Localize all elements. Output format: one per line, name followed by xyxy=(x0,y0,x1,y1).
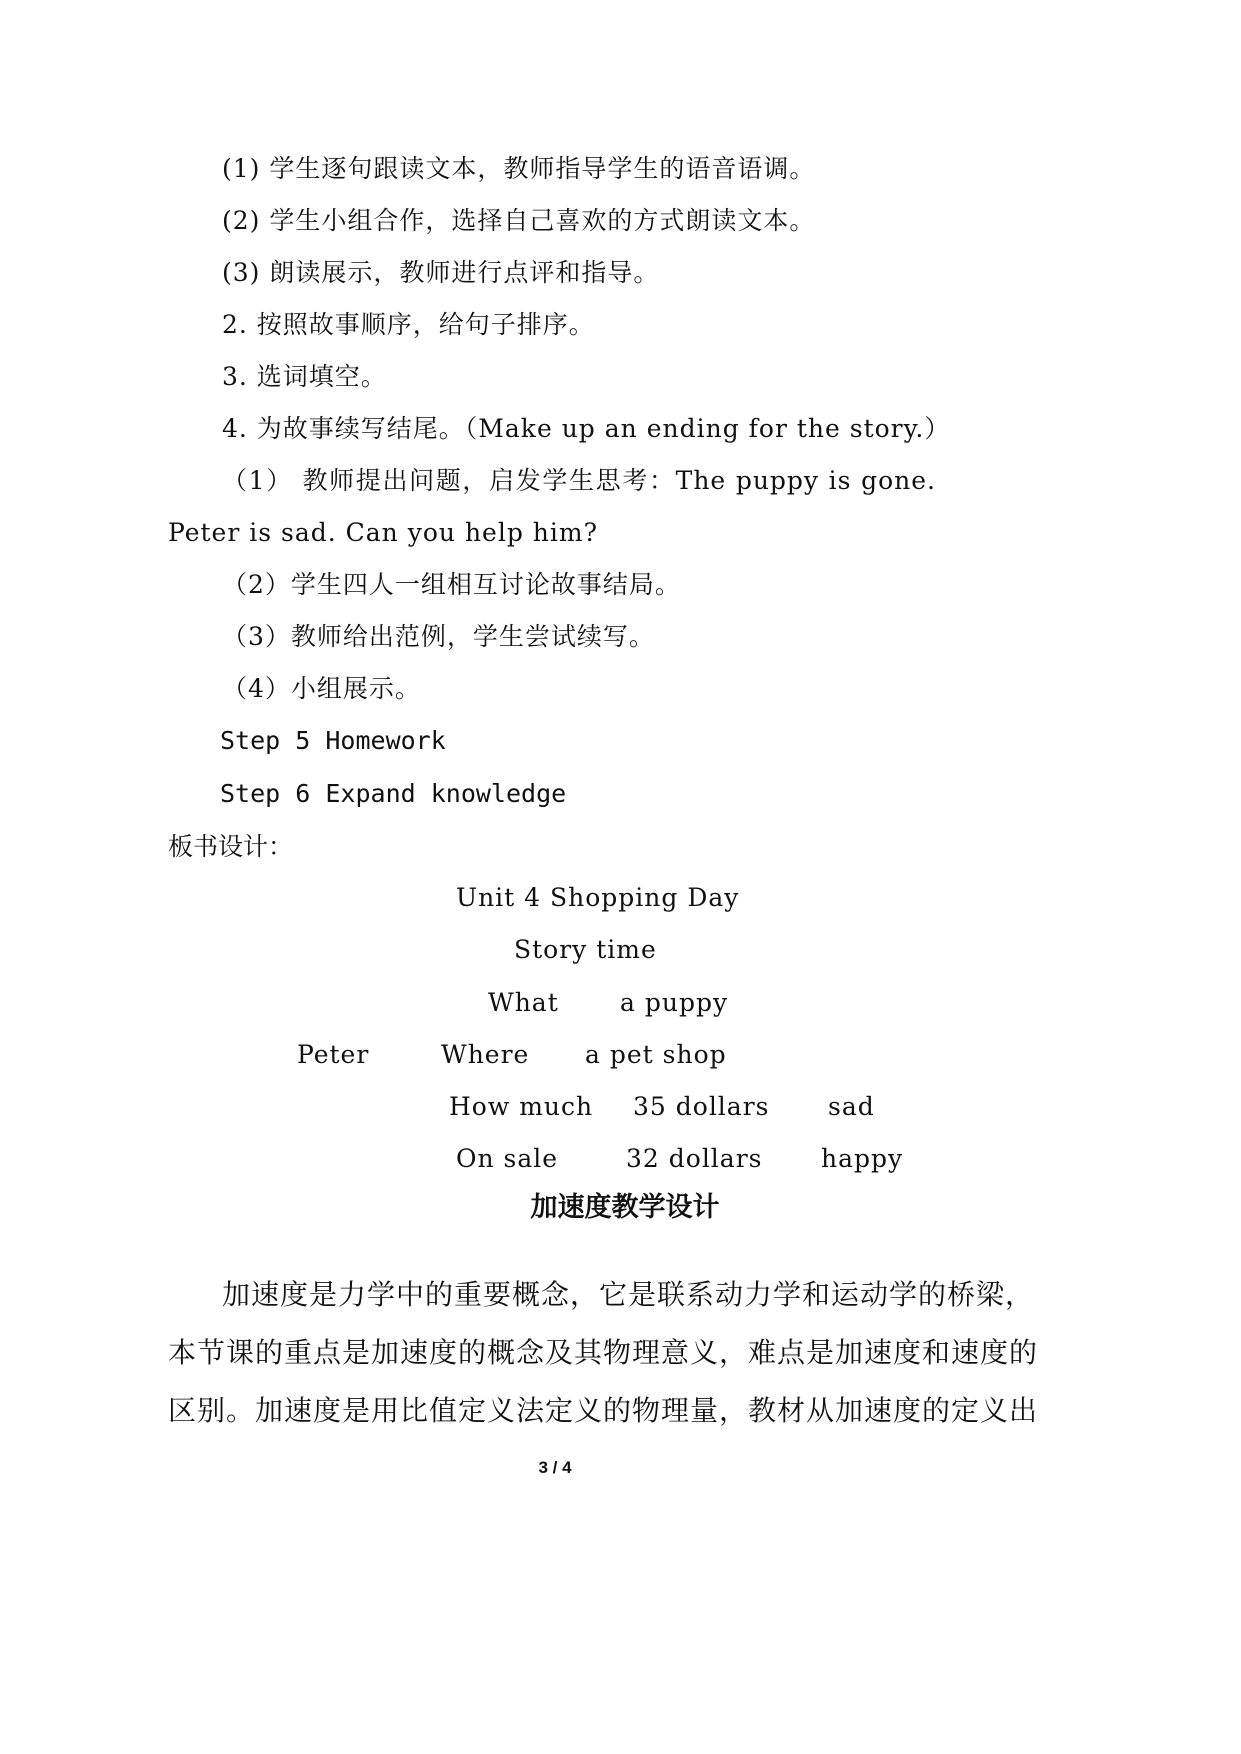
step-5-homework: Step 5 Homework xyxy=(220,726,446,755)
board-mood: sad xyxy=(828,1092,875,1121)
step-4-4: 4. 为故事续写结尾。（Make up an ending for the story.） xyxy=(222,414,951,443)
article-paragraph-line: 本节课的重点是加速度的概念及其物理意义，难点是加速度和速度的 xyxy=(168,1336,1039,1369)
step-4-1-3: (3) 朗读展示，教师进行点评和指导。 xyxy=(222,258,660,287)
step-4-4-1-line1: （1） 教师提出问题，启发学生思考：The puppy is gone. xyxy=(222,466,936,495)
page-number: 3 / 4 xyxy=(538,1458,572,1477)
article-paragraph-line: 区别。加速度是用比值定义法定义的物理量，教材从加速度的定义出 xyxy=(168,1394,1039,1427)
board-subtitle: Story time xyxy=(514,935,657,964)
board-question: On sale xyxy=(456,1144,559,1173)
step-6-expand-knowledge: Step 6 Expand knowledge xyxy=(220,779,567,808)
board-question: Where xyxy=(441,1040,530,1069)
board-answer: a puppy xyxy=(620,988,729,1017)
board-question: How much xyxy=(449,1092,594,1121)
step-4-4-2: （2）学生四人一组相互讨论故事结局。 xyxy=(222,570,681,599)
step-4-4-3: （3）教师给出范例，学生尝试续写。 xyxy=(222,622,655,651)
board-answer: 35 dollars xyxy=(633,1092,770,1121)
step-4-3: 3. 选词填空。 xyxy=(222,362,387,391)
article-title: 加速度教学设计 xyxy=(530,1192,720,1223)
step-4-1-2: (2) 学生小组合作，选择自己喜欢的方式朗读文本。 xyxy=(222,206,816,235)
board-name: Peter xyxy=(297,1040,370,1069)
board-mood: happy xyxy=(821,1144,904,1173)
step-4-1-1: (1) 学生逐句跟读文本，教师指导学生的语音语调。 xyxy=(222,154,816,183)
board-answer: a pet shop xyxy=(585,1040,727,1069)
board-question: What xyxy=(488,988,559,1017)
board-answer: 32 dollars xyxy=(626,1144,763,1173)
step-4-4-1-line2: Peter is sad. Can you help him? xyxy=(168,518,598,547)
step-4-2: 2. 按照故事顺序，给句子排序。 xyxy=(222,310,595,339)
step-4-4-4: （4）小组展示。 xyxy=(222,674,421,703)
article-paragraph-line: 加速度是力学中的重要概念，它是联系动力学和运动学的桥梁， xyxy=(222,1278,1035,1311)
board-design-heading: 板书设计： xyxy=(168,832,294,861)
board-unit-title: Unit 4 Shopping Day xyxy=(456,883,740,912)
